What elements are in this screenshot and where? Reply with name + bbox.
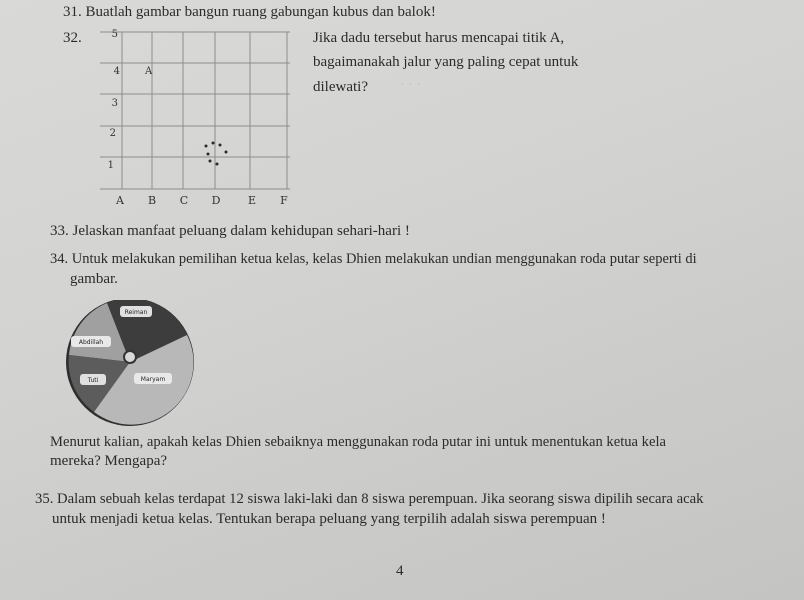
question-34-follow-1: Menurut kalian, apakah kelas Dhien sebaiknya menggunakan roda putar ini untuk menentukan ketua kela — [50, 434, 666, 450]
wheel-label-abdillah: Abdillah — [78, 339, 104, 346]
wheel-label-reiman: Reiman — [124, 309, 148, 316]
question-35-line-1: 35. Dalam sebuah kelas terdapat 12 siswa laki-laki dan 8 siswa perempuan. Jika seorang siswa dipilih secara acak — [35, 491, 704, 507]
question-35-line-2: untuk menjadi ketua kelas. Tentukan berapa peluang yang terpilih adalah siswa perempuan ! — [52, 511, 606, 527]
dice-icon — [205, 142, 228, 166]
col-label-b: B — [147, 194, 157, 207]
col-label-f: F — [280, 194, 288, 207]
row-label-1: 1 — [107, 160, 114, 171]
col-label-c: C — [179, 194, 189, 207]
question-32-line-3: dilewati? — [313, 79, 368, 95]
question-32-line-1: Jika dadu tersebut harus mencapai titik A, — [313, 30, 565, 46]
wheel-label-maryam: Maryam — [140, 376, 166, 383]
wheel-label-tuti: Tuti — [87, 377, 99, 384]
spinning-wheel — [62, 300, 202, 426]
row-label-2: 2 — [109, 128, 116, 139]
row-label-3: 3 — [111, 98, 118, 109]
col-label-a: A — [116, 194, 124, 207]
question-34-follow-2: mereka? Mengapa? — [50, 453, 168, 469]
show-through-text: · · · — [400, 78, 421, 93]
col-label-e: E — [247, 194, 257, 207]
coordinate-grid — [0, 0, 320, 215]
question-31: 31. Buatlah gambar bangun ruang gabungan kubus dan balok! — [63, 4, 436, 20]
question-33: 33. Jelaskan manfaat peluang dalam kehidupan sehari-hari ! — [50, 223, 410, 239]
question-32-number: 32. — [63, 30, 82, 46]
wheel-center-pin — [124, 351, 136, 363]
row-label-5: 5 — [111, 29, 118, 40]
question-34-line-2: gambar. — [70, 271, 118, 287]
col-label-d: D — [211, 194, 221, 207]
page-number: 4 — [396, 563, 404, 579]
question-32-line-2: bagaimanakah jalur yang paling cepat untuk — [313, 54, 579, 70]
row-label-4: 4 — [113, 66, 120, 77]
question-34-line-1: 34. Untuk melakukan pemilihan ketua kelas, kelas Dhien melakukan undian menggunakan roda putar seperti di — [50, 251, 697, 267]
point-label-a: A — [145, 66, 153, 77]
